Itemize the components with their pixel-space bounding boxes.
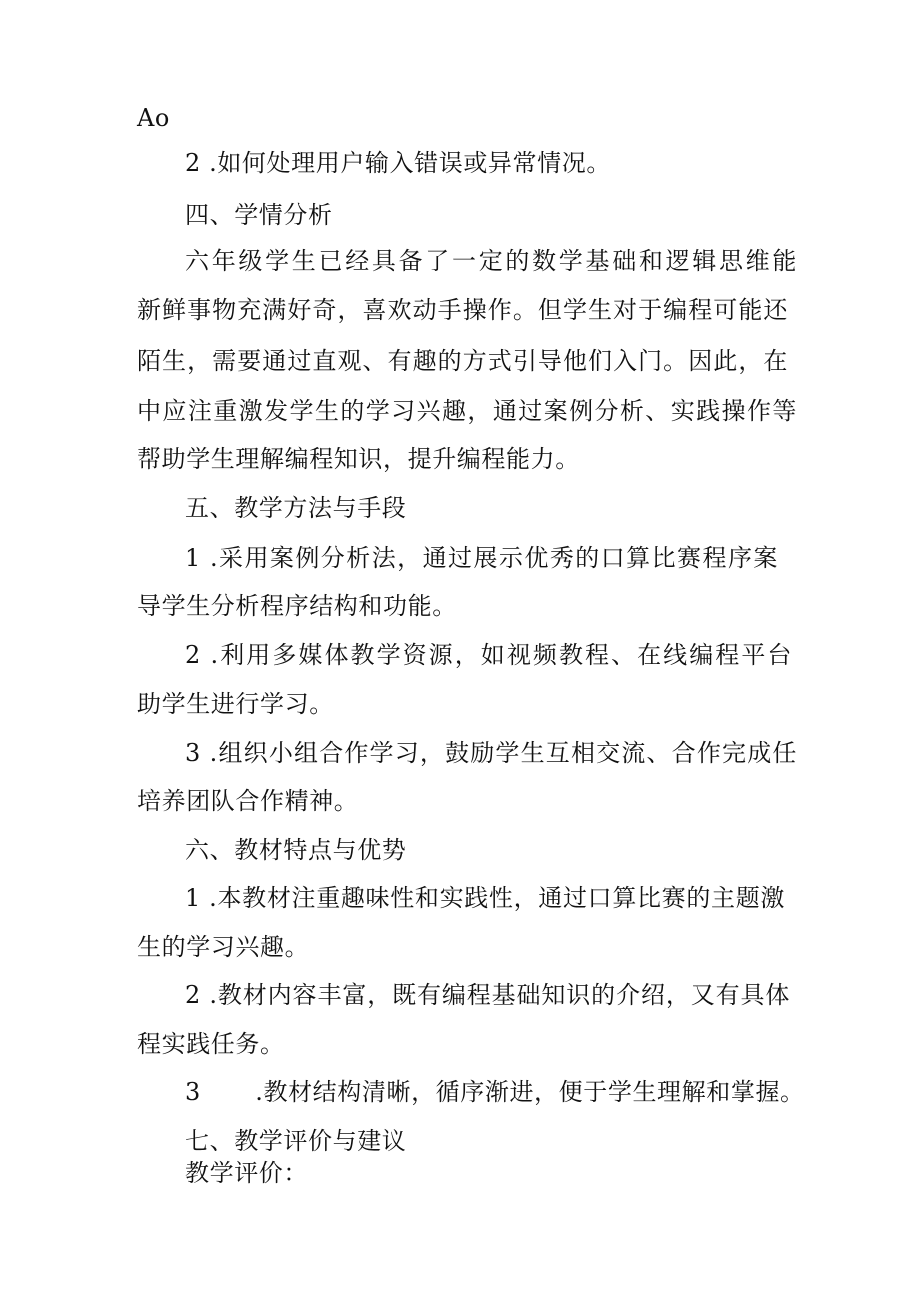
list-item-feature-1: 1 .本教材注重趣味性和实践性，通过口算比赛的主题激 (185, 884, 785, 912)
list-item-method-3: 3 .组织小组合作学习，鼓励学生互相交流、合作完成任 (185, 739, 797, 767)
text-line-fragment: Ao (137, 104, 170, 132)
list-number: 3 (185, 1078, 201, 1106)
paragraph-line: 新鲜事物充满好奇，喜欢动手操作。但学生对于编程可能还 (137, 296, 788, 324)
section-heading-5: 五、教学方法与手段 (185, 494, 407, 522)
list-item-continuation: 助学生进行学习。 (137, 690, 334, 718)
paragraph-line: 陌生，需要通过直观、有趣的方式引导他们入门。因此，在 (137, 347, 788, 375)
subheading: 教学评价： (185, 1159, 308, 1187)
paragraph-line: 六年级学生已经具备了一定的数学基础和逻辑思维能 (185, 247, 797, 275)
section-heading-7: 七、教学评价与建议 (185, 1127, 407, 1155)
list-item-method-2: 2 .利用多媒体教学资源，如视频教程、在线编程平台 (185, 641, 792, 669)
list-item-continuation: 导学生分析程序结构和功能。 (137, 592, 457, 620)
list-item-method-1: 1 .采用案例分析法，通过展示优秀的口算比赛程序案 (185, 544, 778, 572)
section-heading-6: 六、教材特点与优势 (185, 836, 407, 864)
list-item-question-2: 2 .如何处理用户输入错误或异常情况。 (185, 149, 611, 177)
list-item-feature-2: 2 .教材内容丰富，既有编程基础知识的介绍，又有具体 (185, 981, 790, 1009)
paragraph-line: 中应注重激发学生的学习兴趣，通过案例分析、实践操作等 (137, 397, 797, 425)
list-item-continuation: 生的学习兴趣。 (137, 933, 310, 961)
section-heading-4: 四、学情分析 (185, 201, 333, 229)
list-item-text: .教材结构清晰，循序渐进，便于学生理解和掌握。 (255, 1078, 805, 1106)
paragraph-line: 帮助学生理解编程知识，提升编程能力。 (137, 445, 580, 473)
list-item-continuation: 程实践任务。 (137, 1030, 285, 1058)
list-item-continuation: 培养团队合作精神。 (137, 787, 359, 815)
list-item-feature-3 (185, 1076, 845, 1108)
